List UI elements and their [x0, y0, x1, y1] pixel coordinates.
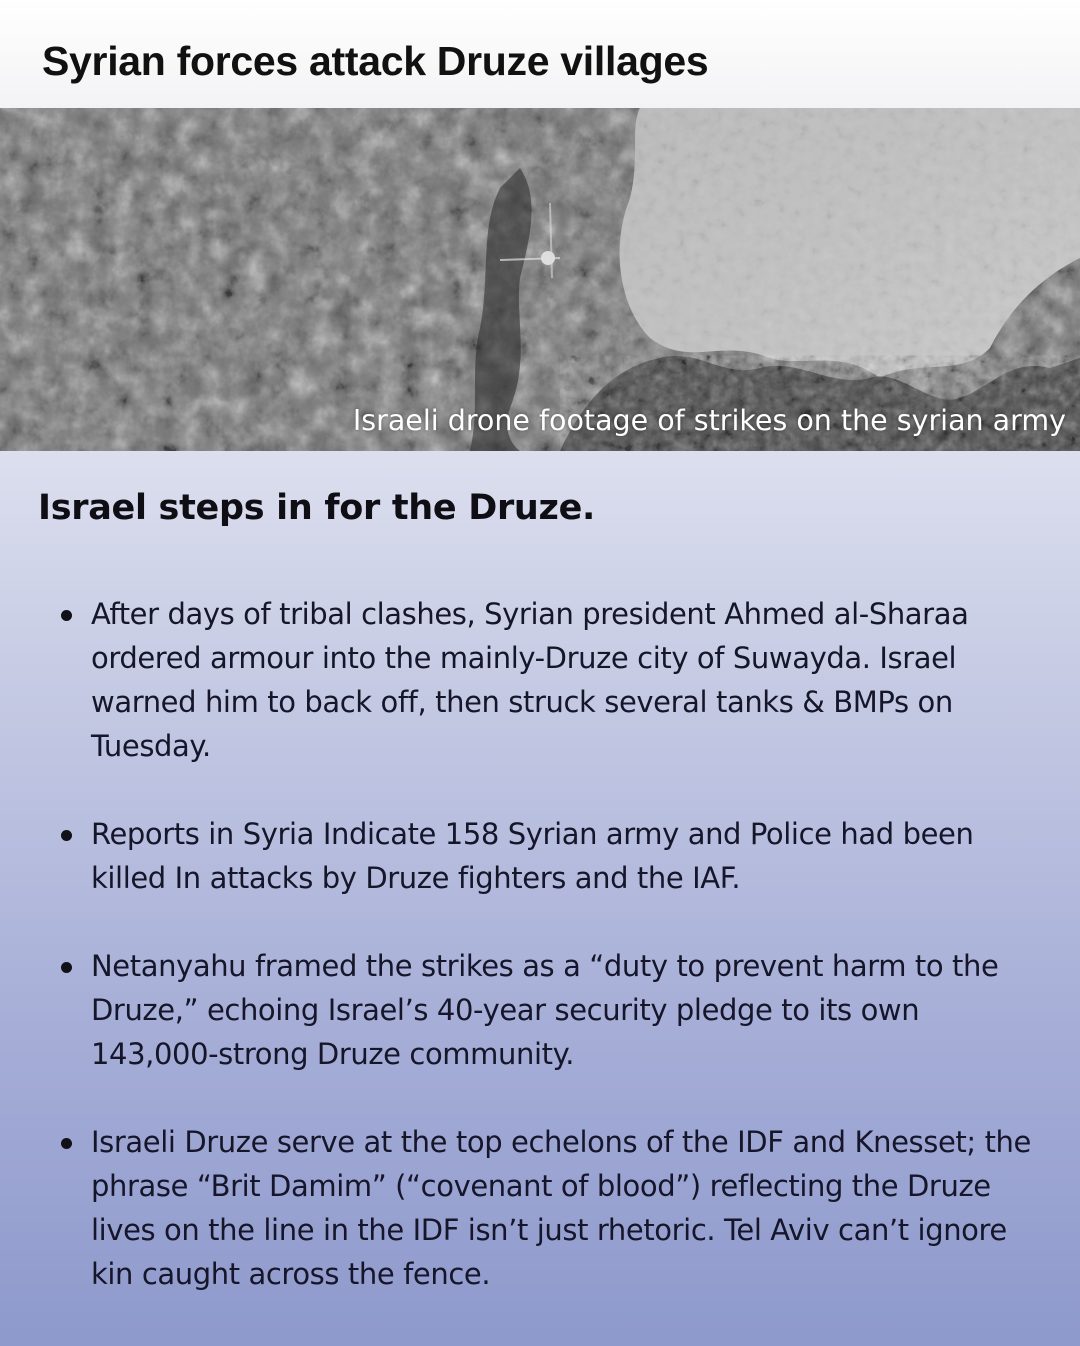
- list-item: [58, 944, 1048, 1076]
- bullet-text: Israeli Druze serve at the top echelons of the IDF and Knesset; the phrase “Brit Damim” (“covenant of blood”) reflecting the Druze lives on the line in the IDF isn’t just rhetoric. Tel Aviv can’t ignore kin caught across the fence.: [91, 1125, 1031, 1291]
- bullet-text: After days of tribal clashes, Syrian president Ahmed al-Sharaa ordered armour into the mainly-Druze city of Suwayda. Israel warned him to back off, then struck several tanks & BMPs on Tuesday.: [91, 597, 969, 763]
- list-item: [58, 1120, 1048, 1296]
- list-item: [58, 592, 1048, 768]
- bullet-dot-icon: [61, 962, 72, 973]
- bullet-text: Netanyahu framed the strikes as a “duty to prevent harm to the Druze,” echoing Israel’s 40-year security pledge to its own 143,000-strong Druze community.: [91, 949, 999, 1071]
- photo-caption: Israeli drone footage of strikes on the syrian army: [352, 404, 1066, 437]
- bullet-list: [58, 592, 1048, 1340]
- photo-illustration: [0, 108, 1080, 451]
- bullet-dot-icon: [61, 830, 72, 841]
- list-item: [58, 812, 1048, 900]
- header-bar: [0, 0, 1080, 108]
- bullet-text: Reports in Syria Indicate 158 Syrian army and Police had been killed In attacks by Druze fighters and the IAF.: [91, 817, 974, 895]
- article-subheading: Israel steps in for the Druze.: [38, 488, 596, 528]
- page-title: Syrian forces attack Druze villages: [42, 38, 709, 84]
- bullet-dot-icon: [61, 1138, 72, 1149]
- bullet-dot-icon: [61, 610, 72, 621]
- drone-footage-image: [0, 108, 1080, 451]
